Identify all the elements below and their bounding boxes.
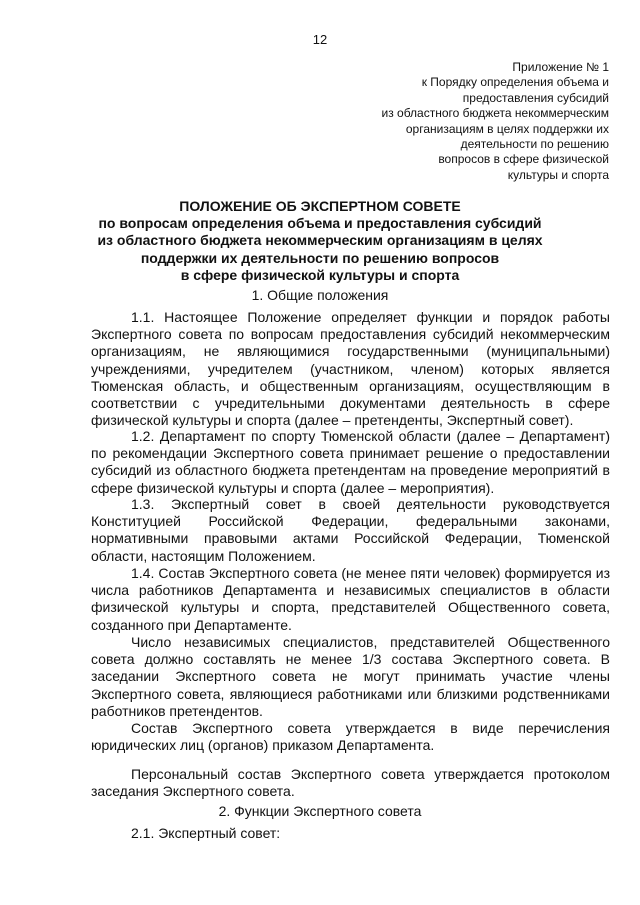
- paragraph-line: нормативными правовыми актами Российской Федерации, Тюменской: [91, 530, 610, 547]
- paragraph-line: физической культуры и спорта (далее – претенденты, Экспертный совет).: [91, 412, 574, 429]
- paragraph-line: соответствии с учредительными документами деятельность в сфере: [91, 395, 610, 412]
- appendix-line: предоставления субсидий: [462, 90, 609, 105]
- section-heading-general: 1. Общие положения: [251, 287, 389, 303]
- paragraph-line: юридических лиц (органов) приказом Департамента.: [91, 737, 435, 754]
- appendix-note: [359, 60, 609, 183]
- title-line: из областного бюджета некоммерческим организациям в целях: [97, 232, 543, 249]
- paragraph-line: Число независимых специалистов, представителей Общественного: [131, 634, 610, 650]
- title-line: поддержки их деятельности по решению вопросов: [140, 249, 500, 266]
- title-line: ПОЛОЖЕНИЕ ОБ ЭКСПЕРТНОМ СОВЕТЕ: [179, 198, 461, 214]
- paragraph-line: субсидий из областного бюджета претендентам на проведение мероприятий в: [91, 462, 610, 479]
- paragraph-line: заседания Экспертного совета.: [91, 783, 295, 800]
- paragraph-personal-composition: [91, 766, 610, 800]
- paragraph-line: Персональный состав Экспертного совета утверждается протоколом: [131, 766, 610, 782]
- appendix-line: к Порядку определения объема и: [421, 75, 609, 90]
- paragraph-line: учреждениями, учредителем (участником, членом) которых является: [91, 360, 610, 377]
- paragraph-1-4: [91, 565, 610, 634]
- paragraph-line: Тюменская область, и общественным организациям, осуществляющим в: [91, 377, 610, 394]
- paragraph-line: организациям, не являющимися государственными (муниципальными): [91, 343, 610, 360]
- appendix-line: культуры и спорта: [507, 167, 609, 182]
- paragraph-line: Состав Экспертного совета утверждается в виде перечисления: [131, 720, 610, 736]
- paragraph-line: 1.1. Настоящее Положение определяет функции и порядок работы: [131, 309, 610, 325]
- paragraph-line: совета должно составлять не менее 1/3 состава Экспертного совета. В: [91, 651, 610, 668]
- paragraph-line: 1.3. Экспертный совет в своей деятельности руководствуется: [131, 496, 610, 512]
- paragraph-independent-specialists: [91, 634, 610, 720]
- paragraph-line: сфере физической культуры и спорта (далее – мероприятия).: [91, 479, 495, 496]
- appendix-line: из областного бюджета некоммерческим: [381, 106, 609, 121]
- paragraph-1-2: [91, 428, 610, 497]
- paragraph-line: числа работников Департамента и независимых специалистов в области: [91, 582, 610, 599]
- paragraph-line: Конституцией Российской Федерации, федеральными законами,: [91, 513, 610, 530]
- document-title: [60, 198, 580, 284]
- title-line: по вопросам определения объема и предоставления субсидий: [98, 215, 542, 232]
- appendix-line: организациям в целях поддержки их: [405, 121, 609, 136]
- paragraph-line: созданного при Департаменте.: [91, 616, 292, 633]
- paragraph-line: Экспертного совета, являющиеся работниками или близкими родственниками: [91, 685, 610, 702]
- paragraph-line: физической культуры и спорта, представителей Общественного совета,: [91, 599, 610, 616]
- paragraph-composition: [91, 720, 610, 754]
- title-line: в сфере физической культуры и спорта: [180, 266, 460, 283]
- paragraph-line: по рекомендации Экспертного совета принимает решение о предоставлении: [91, 445, 610, 462]
- appendix-line: Приложение № 1: [512, 60, 609, 74]
- paragraph-line: 1.4. Состав Экспертного совета (не менее пяти человек) формируется из: [131, 565, 610, 581]
- paragraph-2-1: [91, 825, 610, 842]
- paragraph-line: заседании Экспертного совета не могут принимать участие члены: [91, 668, 610, 685]
- paragraph-line: 2.1. Экспертный совет:: [131, 825, 281, 841]
- paragraph-line: области, настоящим Положением.: [91, 547, 316, 564]
- paragraph-1-1: [91, 309, 610, 429]
- paragraph-1-3: [91, 496, 610, 565]
- appendix-line: деятельности по решению: [460, 137, 609, 152]
- page-number: 12: [312, 32, 328, 47]
- appendix-line: вопросов в сфере физической: [438, 152, 609, 167]
- paragraph-line: Экспертного совета по вопросам предоставления субсидий некоммерческим: [91, 326, 610, 343]
- paragraph-line: работников претендентов.: [91, 702, 263, 719]
- paragraph-line: 1.2. Департамент по спорту Тюменской области (далее – Департамент): [131, 428, 610, 444]
- section-heading-functions: 2. Функции Экспертного совета: [218, 803, 422, 819]
